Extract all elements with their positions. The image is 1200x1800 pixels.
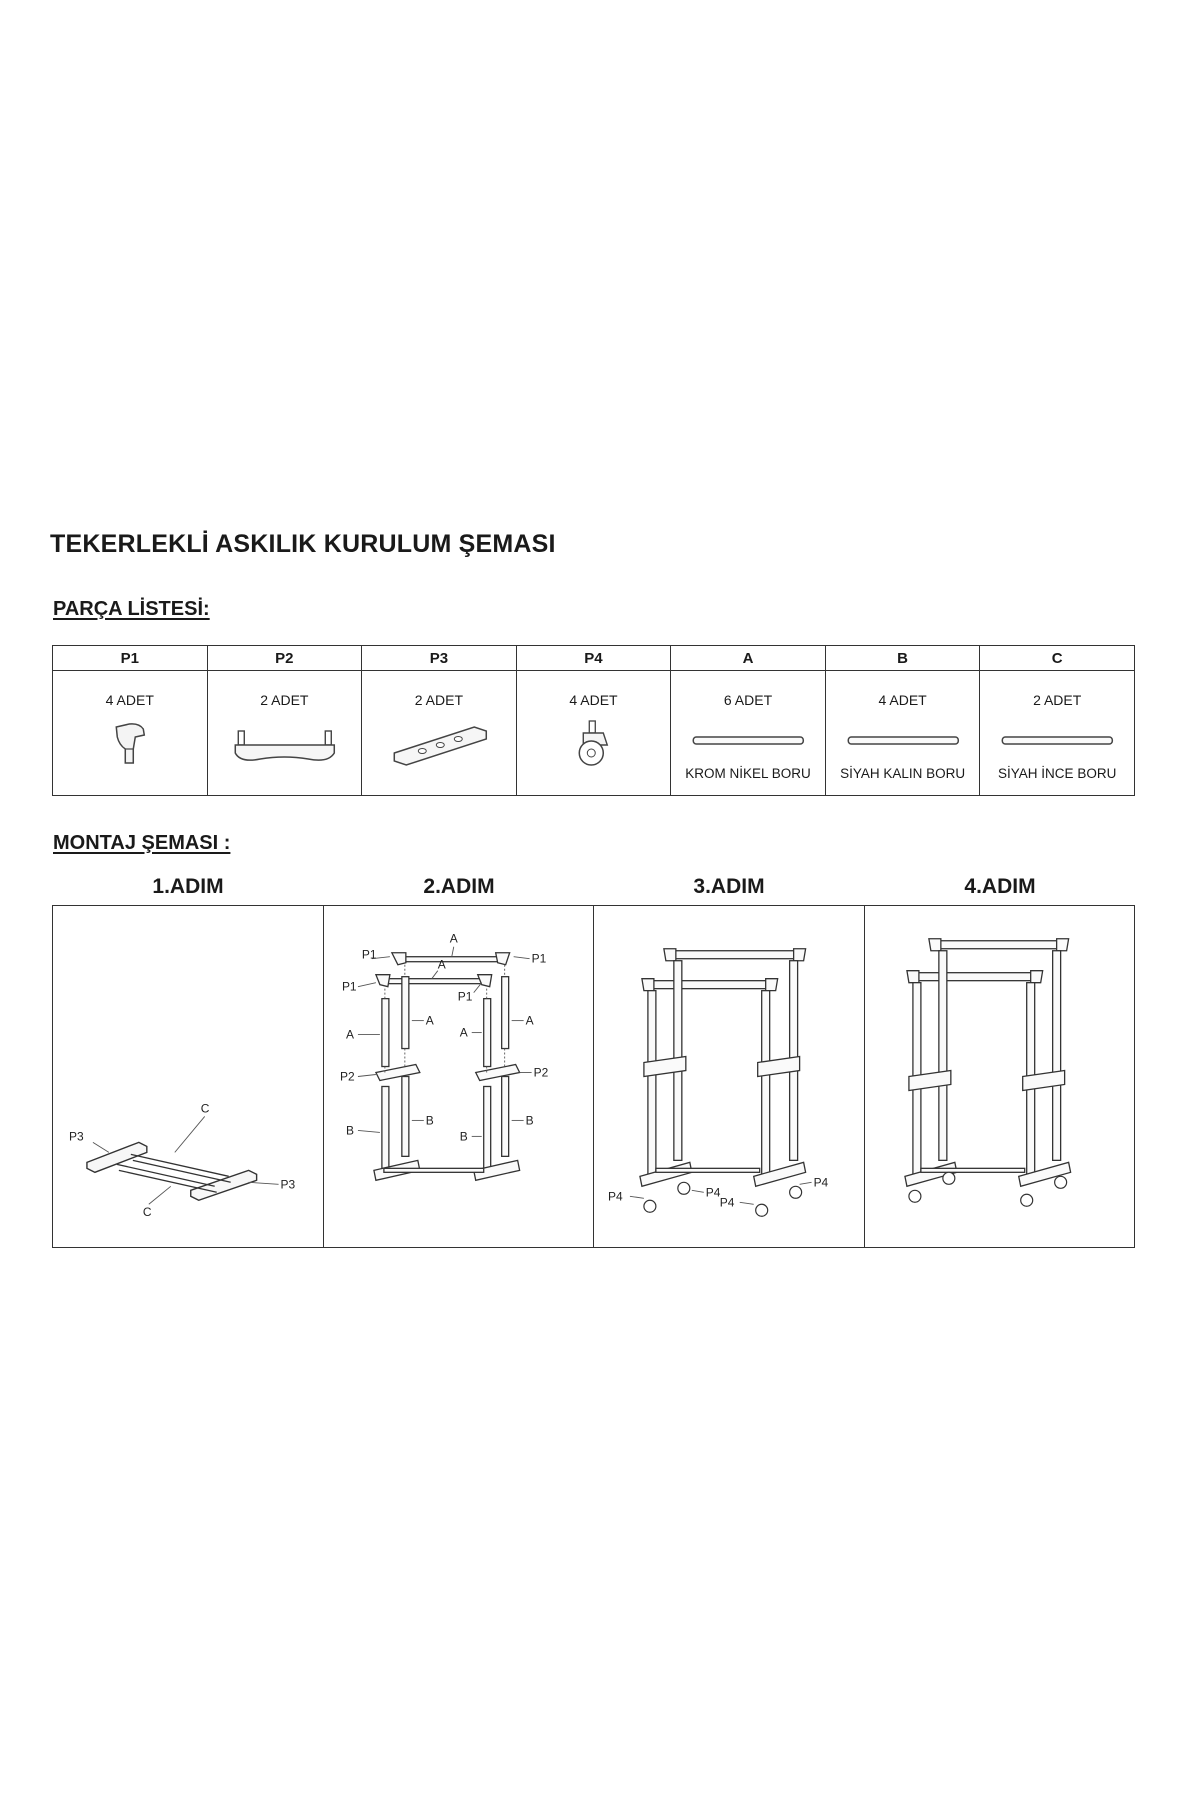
part-cell-a (671, 671, 826, 796)
step-3-diagram (594, 906, 864, 1247)
part-code: A (671, 646, 826, 671)
callout-label: A (345, 1027, 354, 1042)
callout-label: P3 (68, 1129, 84, 1144)
callout-label: C (200, 1101, 210, 1116)
callout-label: P1 (457, 989, 472, 1004)
part-qty: 2 ADET (414, 692, 464, 708)
tube-icon (826, 719, 980, 769)
callout-label: B (459, 1129, 468, 1144)
part-code: P2 (207, 646, 362, 671)
middle-bracket-icon (208, 719, 362, 769)
part-code: P3 (362, 646, 517, 671)
callout-label: B (425, 1113, 434, 1128)
parts-list-heading: PARÇA LİSTESİ: (53, 598, 210, 620)
step-2-diagram (324, 906, 594, 1247)
step-4-diagram (865, 906, 1135, 1247)
part-name: SİYAH İNCE BORU (998, 766, 1117, 781)
parts-body-row (53, 671, 1135, 796)
part-qty: 2 ADET (1033, 692, 1082, 708)
parts-table (52, 645, 1135, 796)
step-label: 3.ADIM (693, 875, 765, 898)
part-name: SİYAH KALIN BORU (840, 766, 966, 781)
callout-label: C (142, 1205, 152, 1220)
callout-label: A (459, 1025, 468, 1040)
step-label: 2.ADIM (423, 875, 495, 898)
callout-label: P4 (719, 1195, 735, 1210)
part-qty: 6 ADET (723, 692, 773, 708)
assembly-heading: MONTAJ ŞEMASI : (53, 832, 231, 854)
part-cell-p4 (516, 671, 671, 796)
step-4-panel (865, 906, 1135, 1247)
part-cell-c (980, 671, 1135, 796)
callout-label: P3 (280, 1177, 296, 1192)
part-code: P1 (53, 646, 208, 671)
callout-label: B (525, 1113, 534, 1128)
step-label: 1.ADIM (152, 875, 224, 898)
step-2-panel (324, 906, 595, 1247)
callout-label: P1 (531, 951, 546, 966)
step-1-panel (53, 906, 324, 1247)
tube-icon (980, 719, 1134, 769)
callout-label: P2 (339, 1069, 355, 1084)
part-qty: 4 ADET (878, 692, 927, 708)
parts-header-row (53, 646, 1135, 671)
callout-label: P4 (813, 1175, 829, 1190)
part-qty: 2 ADET (260, 692, 309, 708)
callout-label: P1 (361, 947, 377, 962)
step-label: 4.ADIM (964, 875, 1036, 898)
part-name: KROM NİKEL BORU (685, 766, 811, 781)
callout-label: P2 (533, 1065, 548, 1080)
callout-label: P4 (607, 1189, 623, 1204)
part-cell-p2 (207, 671, 362, 796)
page-title: TEKERLEKLİ ASKILIK KURULUM ŞEMASI (50, 530, 556, 558)
part-cell-b (825, 671, 980, 796)
callout-label: A (525, 1013, 534, 1028)
caster-wheel-icon (517, 719, 671, 769)
part-cell-p1 (53, 671, 208, 796)
step-3-panel (594, 906, 865, 1247)
step-1-diagram (53, 906, 323, 1247)
callout-label: A (425, 1013, 434, 1028)
callout-label: A (449, 931, 458, 946)
part-qty: 4 ADET (569, 692, 618, 708)
callout-label: B (345, 1123, 354, 1138)
part-code: C (980, 646, 1135, 671)
callout-label: P4 (705, 1185, 721, 1200)
callout-label: P1 (341, 979, 357, 994)
tube-icon (671, 719, 825, 769)
part-qty: 4 ADET (105, 692, 154, 708)
part-cell-p3 (362, 671, 517, 796)
base-foot-icon (362, 719, 516, 769)
part-code: B (825, 646, 980, 671)
callout-label: A (437, 957, 446, 972)
part-code: P4 (516, 646, 671, 671)
assembly-steps (52, 905, 1135, 1248)
corner-connector-icon (53, 719, 207, 769)
